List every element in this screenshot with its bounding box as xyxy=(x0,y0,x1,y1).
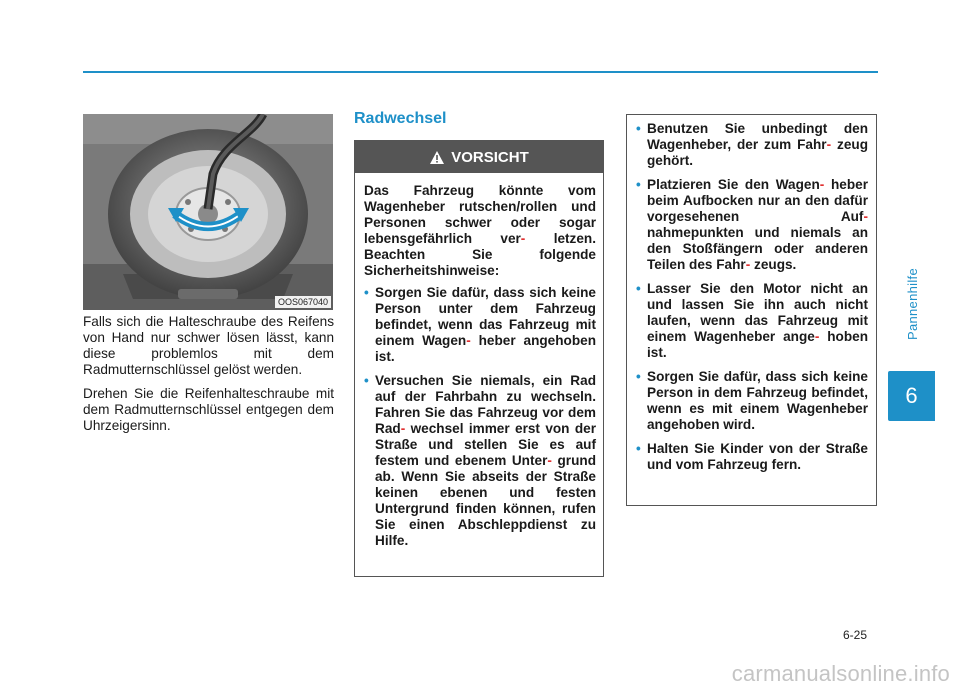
list-item: • Sorgen Sie dafür, dass sich keine Person in dem Fahrzeug befindet, wenn es mit einem Wagenheber angehoben wird. xyxy=(636,369,868,432)
photo-code: OOS067040 xyxy=(275,296,331,308)
paragraph-1: Falls sich die Halteschraube des Reifens von Hand nur schwer lösen lässt, kann diese problemlos mit dem Radmutternschlüssel gelöst werden. xyxy=(83,314,334,377)
watermark[interactable]: carmanualsonline.info xyxy=(731,661,950,686)
safety-bullet-list xyxy=(636,121,868,473)
warning-icon xyxy=(429,150,445,165)
paragraph-2: Drehen Sie die Reifenhalteschraube mit dem Radmutternschlüssel entgegen dem Uhrzeigersinn. xyxy=(83,386,334,433)
section-title: Radwechsel xyxy=(354,110,447,127)
caution-bullet-list xyxy=(364,285,596,549)
chapter-side-label: Pannenhilfe xyxy=(905,268,920,340)
list-item: • Lasser Sie den Motor nicht an und lassen Sie ihn auch nicht laufen, wenn das Fahrzeug mit einem Wagenheber ange- hoben ist. xyxy=(636,281,869,360)
spare-tire-photo xyxy=(83,114,333,310)
list-item: • Halten Sie Kinder von der Straße und vom Fahrzeug fern. xyxy=(636,441,868,472)
list-item: • Platzieren Sie den Wagen- heber beim Aufbocken nur an den dafür vorgesehenen Auf- nahmepunkten und niemals an den Stoßfängern oder anderen Teilen des Fahr- zeugs. xyxy=(636,177,868,272)
safety-bullets-box xyxy=(626,114,877,506)
caution-box xyxy=(354,140,604,577)
list-item: • Benutzen Sie unbedingt den Wagenheber, der zum Fahr- zeug gehört. xyxy=(636,121,868,168)
list-item: • Versuchen Sie niemals, ein Rad auf der Fahrbahn zu wechseln. Fahren Sie das Fahrzeug vor dem Rad- wechsel immer erst von der Straße und stellen Sie es auf festem und ebenem Unter- grund ab. Wenn Sie abseits der Straße keinen ebenen und festen Untergrund finden können, rufen Sie einen Abschleppdienst zu Hilfe. xyxy=(364,373,597,548)
list-item: • Sorgen Sie dafür, dass sich keine Person unter dem Fahrzeug befindet, wenn das Fahrzeug mit einem Wagen- heber angehoben ist. xyxy=(364,285,597,364)
caution-label: VORSICHT xyxy=(451,148,529,166)
caution-intro: Das Fahrzeug könnte vom Wagenheber rutschen/rollen und Personen schwer oder sogar lebensgefährlich ver- letzen. Beachten Sie folgende Sicherheitshinweise: xyxy=(364,183,596,278)
chapter-tab[interactable]: 6 xyxy=(888,371,935,421)
page-number: 6-25 xyxy=(843,628,868,642)
left-column-text xyxy=(83,314,334,442)
caution-body xyxy=(355,173,603,549)
caution-header xyxy=(355,141,603,173)
top-rule xyxy=(83,71,878,73)
spare-tire-illustration xyxy=(83,114,333,310)
